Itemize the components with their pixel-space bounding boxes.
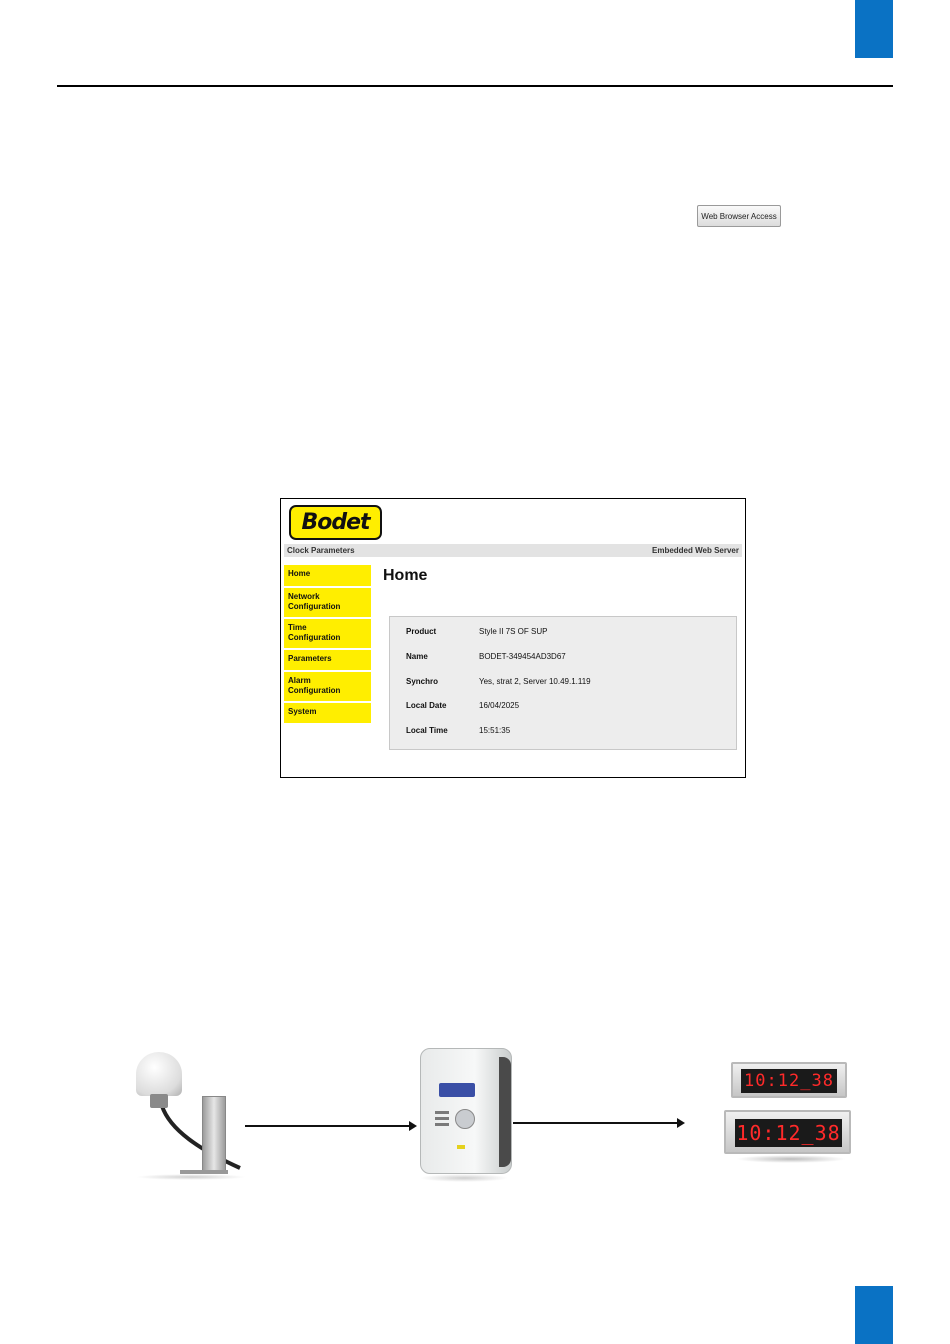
info-value: 15:51:35 <box>479 726 511 735</box>
clock-shadow <box>736 1155 846 1163</box>
nav-item-home[interactable] <box>284 565 371 586</box>
nav-item-network-configuration[interactable] <box>284 588 371 617</box>
info-value: 16/04/2025 <box>479 701 520 710</box>
master-clock-side <box>499 1057 511 1167</box>
webserver-screenshot <box>280 498 746 778</box>
nav-item-label: Configuration <box>288 633 341 642</box>
page-title: Home <box>383 567 428 584</box>
info-value: Yes, strat 2, Server 10.49.1.119 <box>479 677 591 686</box>
arrow-master-to-clocks <box>513 1122 679 1124</box>
webserver-sidebar <box>284 565 371 725</box>
master-clock-keys <box>435 1111 449 1127</box>
gps-bracket-foot <box>180 1170 228 1174</box>
header-rule <box>57 85 893 87</box>
nav-item-label: Alarm <box>288 676 311 685</box>
bodet-logo <box>289 505 382 540</box>
info-value: BODET-349454AD3D67 <box>479 652 566 661</box>
arrow-antenna-to-master <box>245 1125 411 1127</box>
info-label: Name <box>406 652 428 661</box>
nav-item-label: Configuration <box>288 602 341 611</box>
clock-display: 10:12_38 <box>736 1121 841 1145</box>
master-clock-lcd <box>439 1083 475 1097</box>
info-label: Local Time <box>406 726 448 735</box>
nav-item-label: Network <box>288 592 320 601</box>
nav-item-label: Home <box>288 569 311 578</box>
bodet-logo-text: Bodet <box>301 510 370 535</box>
master-clock-keypad <box>455 1109 475 1129</box>
web-browser-access-button[interactable]: Web Browser Access <box>697 205 781 227</box>
nav-item-parameters[interactable] <box>284 650 371 670</box>
info-label: Synchro <box>406 677 439 686</box>
nav-item-label: Time <box>288 623 307 632</box>
page-tab-bottom <box>855 1286 893 1344</box>
info-label: Product <box>406 627 437 636</box>
info-value: Style II 7S OF SUP <box>479 627 548 636</box>
gps-bracket <box>202 1096 226 1172</box>
master-clock-led <box>457 1145 465 1149</box>
nav-item-alarm-configuration[interactable] <box>284 672 371 701</box>
nav-item-system[interactable] <box>284 703 371 723</box>
nav-item-label: Parameters <box>288 654 332 663</box>
clock-display: 10:12_38 <box>741 1069 837 1093</box>
page-tab-top <box>855 0 893 58</box>
nav-item-label: System <box>288 707 317 716</box>
master-clock-image <box>420 1048 512 1174</box>
header-right-label: Embedded Web Server <box>652 546 739 555</box>
gps-neck <box>150 1094 168 1108</box>
digital-clock-small <box>731 1062 847 1098</box>
info-panel <box>389 616 737 750</box>
digital-clock-large <box>724 1110 851 1154</box>
info-label: Local Date <box>406 701 447 710</box>
gps-dome <box>136 1052 182 1096</box>
nav-item-time-configuration[interactable] <box>284 619 371 648</box>
webserver-header-bar <box>284 544 742 557</box>
master-shadow <box>420 1174 508 1182</box>
gps-antenna-image <box>130 1050 250 1180</box>
nav-item-label: Configuration <box>288 686 341 695</box>
header-left-label: Clock Parameters <box>287 546 355 555</box>
